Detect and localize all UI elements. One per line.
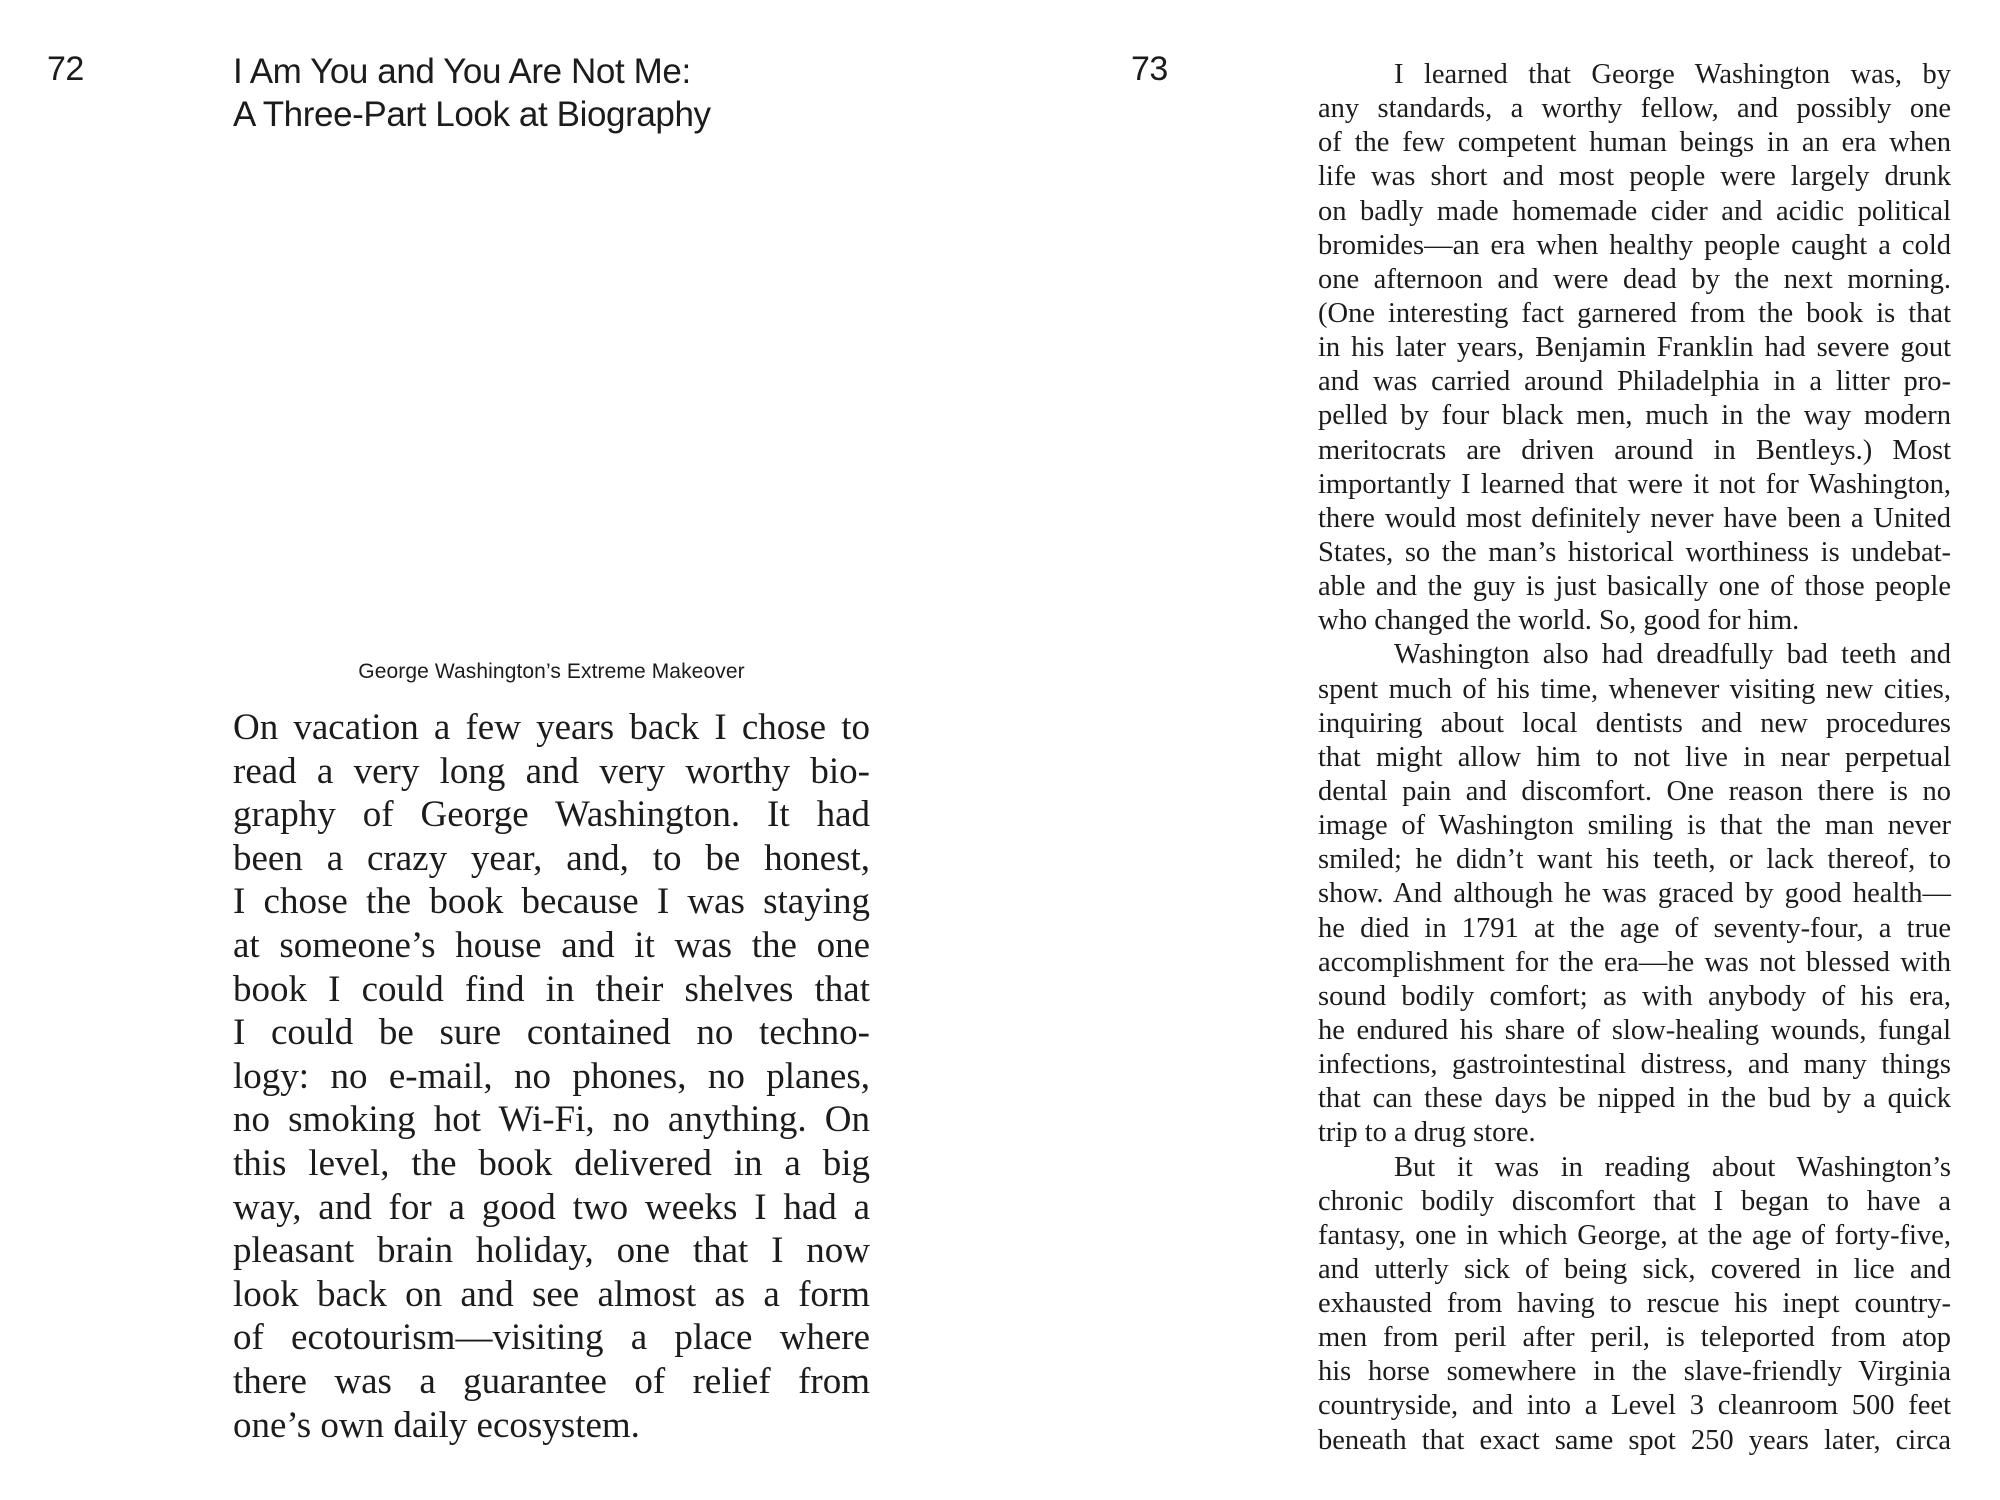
right-body-text [1318,58,1951,1458]
body-text-line: on badly made homemade cider and acidic political [1318,195,1951,227]
section-heading: George Washington’s Extreme Makeover [358,660,745,683]
body-text-line: of the few competent human beings in an era when [1318,127,1951,159]
page-number-left: 72 [47,50,84,88]
body-text-line: image of Washington smiling is that the man never [1318,810,1951,842]
body-text-line: importantly I learned that were it not for Washington, [1318,468,1951,500]
body-text-line: pelled by four black men, much in the way modern [1318,400,1951,432]
body-text-line: in his later years, Benjamin Franklin had severe gout [1318,332,1951,364]
body-text-line: I learned that George Washington was, by [1394,59,1951,90]
body-text-line: men from peril after peril, is teleported from atop [1318,1322,1951,1354]
left-body-text [233,706,870,1447]
body-text-line: beneath that exact same spot 250 years later, circa [1318,1424,1951,1456]
body-text-line: inquiring about local dentists and new procedures [1318,707,1951,739]
body-text-line: But it was in reading about Washington’s [1394,1151,1951,1183]
body-text-line: On vacation a few years back I chose to [233,707,870,748]
chapter-title-line: A Three-Part Look at Biography [233,95,711,134]
body-text-line: one afternoon and were dead by the next morning. [1318,263,1951,295]
body-text-line: that might allow him to not live in near perpetual [1318,741,1951,773]
body-text-line: his horse somewhere in the slave-friendly Virginia [1318,1356,1951,1388]
body-text-line: read a very long and very worthy bio- [233,750,870,792]
chapter-title-line: I Am You and You Are Not Me: [233,52,691,91]
body-text-line: any standards, a worthy fellow, and possibly one [1318,93,1951,125]
body-text-line: graphy of George Washington. It had [233,794,870,836]
body-text-line: one’s own daily ecosystem. [233,1404,640,1446]
body-text-line: this level, the book delivered in a big [233,1142,870,1184]
body-text-line: of ecotourism—visiting a place where [233,1317,870,1359]
body-text-line: no smoking hot Wi-Fi, no anything. On [233,1099,870,1141]
body-text-line: able and the guy is just basically one of those people [1318,571,1951,603]
body-text-line: smiled; he didn’t want his teeth, or lack thereof, to [1318,844,1951,876]
body-text-line: I could be sure contained no techno- [233,1012,870,1054]
body-text-line: countryside, and into a Level 3 cleanroom 500 feet [1318,1390,1951,1422]
body-text-line: sound bodily comfort; as with anybody of his era, [1318,980,1951,1012]
body-text-line: and utterly sick of being sick, covered in lice and [1318,1253,1951,1285]
body-text-line: there was a guarantee of relief from [233,1360,870,1402]
body-text-line: been a crazy year, and, to be honest, [233,837,870,879]
body-text-line: logy: no e-mail, no phones, no planes, [233,1055,870,1097]
body-text-line: he endured his share of slow-healing wounds, fungal [1318,1014,1951,1046]
body-text-line: show. And although he was graced by good health— [1318,878,1951,910]
body-text-line: life was short and most people were largely drunk [1318,161,1951,193]
body-text-line: pleasant brain holiday, one that I now [233,1230,870,1272]
body-text-line: accomplishment for the era—he was not blessed with [1318,946,1951,978]
chapter-title [233,50,711,136]
body-text-line: he died in 1791 at the age of seventy-four, a true [1318,912,1951,944]
body-text-line: infections, gastrointestinal distress, and many things [1318,1049,1951,1081]
body-text-line: States, so the man’s historical worthiness is undebat- [1318,536,1951,568]
body-text-line: dental pain and discomfort. One reason there is no [1318,775,1951,807]
body-text-line: Washington also had dreadfully bad teeth and [1394,639,1951,671]
body-text-line: spent much of his time, whenever visiting new cities, [1318,673,1951,705]
body-text-line: that can these days be nipped in the bud by a quick [1318,1083,1951,1115]
body-text-line: fantasy, one in which George, at the age of forty-five, [1318,1219,1951,1251]
body-text-line: exhausted from having to rescue his inept country- [1318,1288,1951,1320]
body-text-line: at someone’s house and it was the one [233,924,870,966]
body-text-line: look back on and see almost as a form [233,1273,870,1315]
body-text-line: and was carried around Philadelphia in a litter pro- [1318,366,1951,398]
page-number-right: 73 [1131,50,1168,88]
body-text-line: who changed the world. So, good for him. [1318,605,1800,637]
body-text-line: (One interesting fact garnered from the book is that [1318,297,1951,329]
body-text-line: I chose the book because I was staying [233,881,870,923]
body-text-line: meritocrats are driven around in Bentleys.) Most [1318,434,1951,466]
body-text-line: way, and for a good two weeks I had a [233,1186,870,1228]
body-text-line: bromides—an era when healthy people caught a cold [1318,229,1951,261]
body-text-line: trip to a drug store. [1318,1117,1536,1149]
body-text-line: book I could find in their shelves that [233,968,870,1010]
body-text-line: there would most definitely never have been a United [1318,502,1951,534]
body-text-line: chronic bodily discomfort that I began to have a [1318,1185,1951,1217]
